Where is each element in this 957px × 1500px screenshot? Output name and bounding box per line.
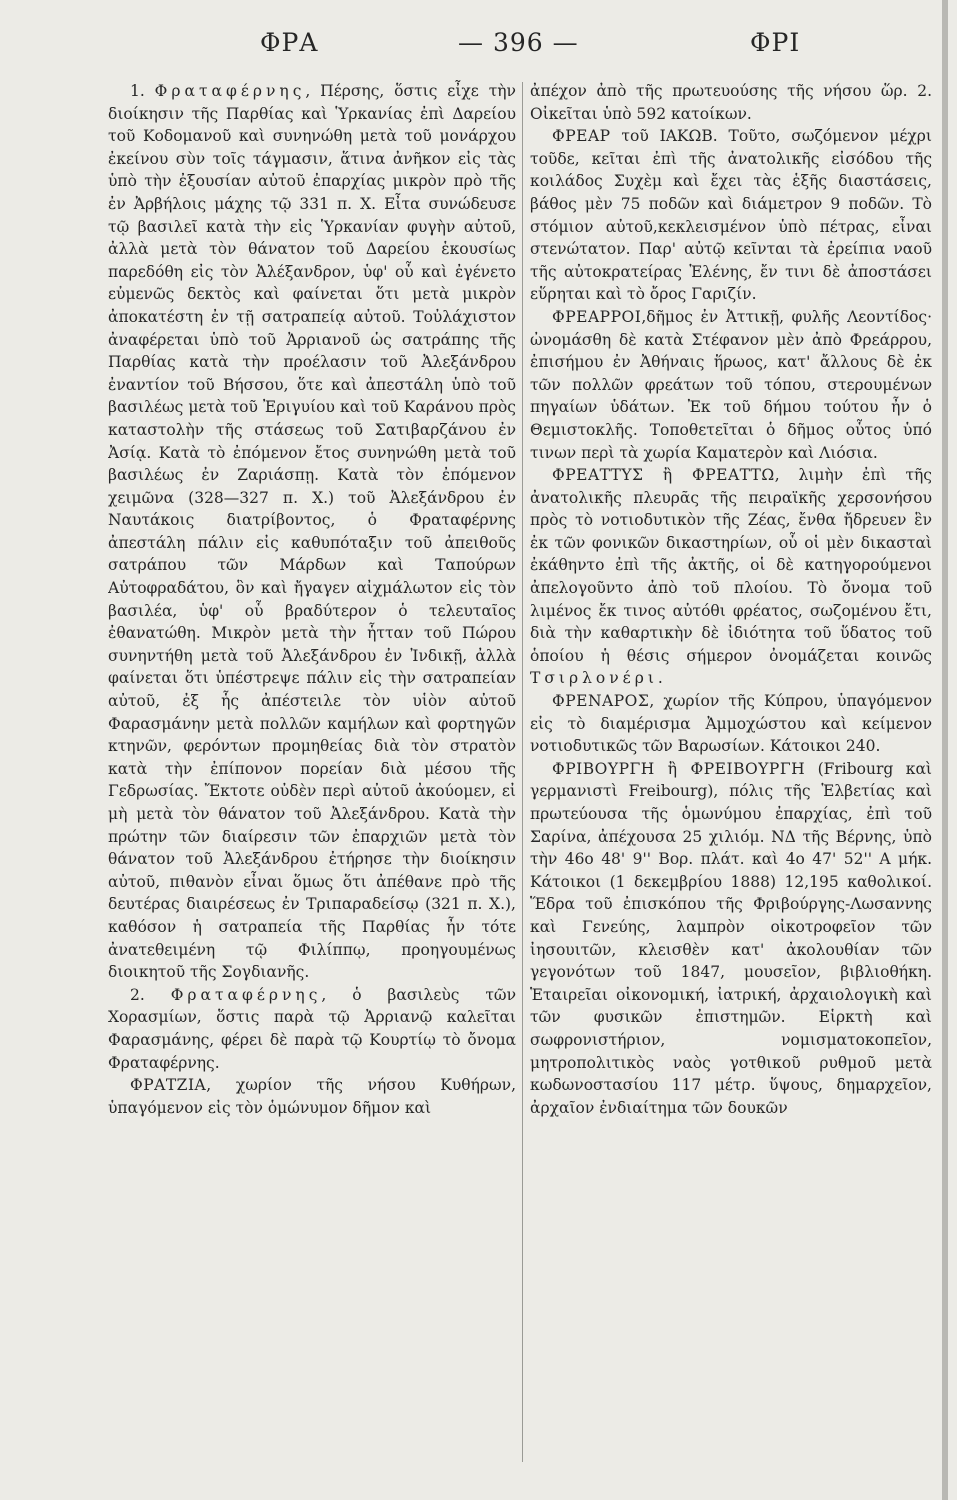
column-divider <box>522 82 523 1462</box>
entry-number: 1. <box>130 82 145 100</box>
entry-fribourg <box>530 758 932 1120</box>
entry-text: , χωρίον τῆς νήσου Κυθήρων, ὑπαγόμενον εἰς τὸν ὁμώνυμον δῆμον καὶ <box>108 1076 516 1117</box>
entry-headword: ΦΡΕΑΡΡΟΙ <box>552 307 642 326</box>
entry-headword: ΦΡΑΤΖΙΑ <box>130 1076 207 1095</box>
entry-frenaros <box>530 690 932 758</box>
entry-frear <box>530 125 932 306</box>
right-running-head: ΦΡΙ <box>750 28 801 57</box>
entry-headword: ΦΡΙΒΟΥΡΓΗ ἢ ΦΡΕΙΒΟΥΡΓΗ <box>552 759 806 778</box>
entry-number: 2. <box>130 985 145 1004</box>
page-header <box>100 28 900 64</box>
right-column <box>530 80 932 1495</box>
entry-headword: ΦΡΕΑΡ <box>552 127 611 146</box>
entry-headword: Φραταφέρνης <box>154 82 306 100</box>
entry-frearroi <box>530 306 932 464</box>
entry-freattys <box>530 464 932 690</box>
entry-text: , ὁ βασιλεὺς τῶν Χορασμίων, ὅστις παρὰ τῷ Ἀρριανῷ καλεῖται Φαρασμάνης, φέρει δὲ παρὰ τῷ Κουρτίῳ τὸ ὄνομα Φραταφέρνης. <box>108 985 516 1072</box>
entry-phrataphernes-2 <box>108 984 516 1074</box>
entry-phratzia <box>108 1074 516 1119</box>
page-number: — 396 — <box>458 28 579 57</box>
entry-headword: ΦΡΕΑΤΤΥΣ ἢ ΦΡΕΑΤΤΩ <box>552 466 775 485</box>
entry-continuation: ἀπέχον ἀπὸ τῆς πρωτευούσης τῆς νήσου ὥρ. 2. Οἰκεῖται ὑπὸ 592 κατοίκων. <box>530 82 932 123</box>
entry-text: , χωρίον τῆς Κύπρου, ὑπαγόμενον εἰς τὸ διαμέρισμα Ἀμμοχώστου καὶ κείμενον νοτιοδυτικῶς τῶν Βαρωσίων. Κάτοικοι 240. <box>530 692 932 756</box>
entry-headword: Φραταφέρνης <box>170 985 322 1004</box>
left-running-head: ΦΡΑ <box>260 28 319 57</box>
entry-text: (Fribourg καὶ γερμανιστὶ Freibourg), πόλις τῆς Ἑλβετίας καὶ πρωτεύουσα τῆς ὁμωνύμου ἐπαρχίας, ἐπὶ τοῦ Σαρίνα, ἀπέχουσα 25 χιλιόμ. ΝΔ τῆς Βέρνης, ὑπὸ τὴν 46ο 48' 9'' Βορ. πλάτ. καὶ 4ο 47' 52'' Α μήκ. Κάτοικοι (1 δεκεμβρίου 1888) 12,195 καθολικοί. Ἕδρα τοῦ ἐπισκόπου τῆς Φριβούργης-Λωσαννης καὶ Γενεύης, λαμπρὸν οἰκοτροφεῖον τῶν ἰησουιτῶν, κλεισθὲν κατ' ἀκολουθίαν τῶν γεγονότων τοῦ 1847, μουσεῖον, βιβλιοθήκη. Ἑταιρεῖαι οἰκονομική, ἰατρική, ἀρχαιολογικὴ καὶ τῶν φυσικῶν ἐπιστημῶν. Εἱρκτὴ καὶ σωφρονιστήριον, νομισματοκοπεῖον, μητροπολιτικὸς ναὸς γοτθικοῦ ρυθμοῦ μετὰ κωδωνοστασίου 117 μέτρ. ὕψους, δημαρχεῖον, ἀρχαῖον ἐνδιαίτημα τῶν δουκῶν <box>530 759 932 1117</box>
entry-headword: ΦΡΕΝΑΡΟΣ <box>552 692 650 711</box>
entry-text: , Πέρσης, ὅστις εἶχε τὴν διοίκησιν τῆς Παρθίας καὶ Ὑρκανίας ἐπὶ Δαρείου τοῦ Κοδομανοῦ καὶ συνηνώθη μετὰ τοῦ μονάρχου ἐκείνου σὺν τοῖς τάγμασιν, ἅτινα ἀνῆκον εἰς τὰς ὑπὸ τὴν ἐξουσίαν αὐτοῦ ἐπαρχίας μικρὸν πρὸ τῆς ἐν Ἀρβήλοις μάχης τῷ 331 π. Χ. Εἶτα συνώδευσε τῷ βασιλεῖ κατὰ τὴν εἰς Ὑρκανίαν φυγὴν αὐτοῦ, ἀλλὰ μετὰ τὸν θάνατον τοῦ Δαρείου ἑκουσίως παρεδόθη εἰς τὸν Ἀλέξανδρον, ὑφ' οὗ καὶ ἐγένετο εὐμενῶς δεκτὸς καὶ φαίνεται ὅτι μετὰ μικρὸν ἀποκατέστη ἐν τῇ σατραπείᾳ αὐτοῦ. Τοὐλάχιστον ἀναφέρεται ὑπὸ τοῦ Ἀρριανοῦ ὡς σατράπης τῆς Παρθίας κατὰ τὴν πρoέλασιν τοῦ Ἀλεξάνδρου ἐναντίον τοῦ Βήσσου, ὅτε καὶ ἀπεστάλη ὑπὸ τοῦ βασιλέως μετὰ τοῦ Ἐριγυίου καὶ τοῦ Καράνου πρὸς καταστολὴν τῆς στάσεως τοῦ Σατιβαρζάνου ἐν Ἀσίᾳ. Κατὰ τὸ ἐπόμενον ἔτος συνηνώθη μετὰ τοῦ βασιλέως ἐν Ζαριάσπῃ. Κατὰ τὸν ἐπόμενον χειμῶνα (328—327 π. Χ.) τοῦ Ἀλεξάνδρου ἐν Ναυτάκοις διατρίβοντος, ὁ Φραταφέρνης ἀπεστάλη πάλιν εἰς καθυπόταξιν τοῦ ἀπειθοῦς σατράπου τῶν Μάρδων καὶ Ταπούρων Αὐτοφραδάτου, ὃν καὶ ἤγαγεν αἰχμάλωτον εἰς τὸν βασιλέα, ὑφ' οὗ βραδύτερον ὁ τελευταῖος ἐθανατώθη. Μικρὸν μετὰ τὴν ἧτταν τοῦ Πώρου συνηντήθη μετὰ τοῦ Ἀλεξάνδρου ἐν Ἰνδικῇ, ἀλλὰ φαίνεται ὅτι ὑπέστρεψε πάλιν εἰς τὴν σατραπείαν αὐτοῦ, ἐξ ἧς ἀπέστειλε τὸν υἱὸν αὐτοῦ Φαρασμάνην μετὰ πολλῶν καμήλων καὶ φορτηγῶν κτηνῶν, φερόντων προμηθείας διὰ τὸν στρατὸν κατὰ τὴν ἐπίπονον πορείαν διὰ μέσου τῆς Γεδρωσίας. Ἔκτοτε οὐδὲν περὶ αὐτοῦ ἀκούομεν, εἰ μὴ μετὰ τὸν θάνατον τοῦ Ἀλεξάνδρου. Κατὰ τὴν πρώτην τῶν διαίρεσιν τῶν ἐπαρχιῶν μετὰ τὸν θάνατον τοῦ Ἀλεξάνδρου ἐτήρησε τὴν διοίκησιν αὐτοῦ, πιθανὸν εἶναι ὅμως ὅτι ἀπέθανε πρὸ τῆς δευτέρας διαιρέσεως ἐν Τριπαραδείσῳ (321 π. Χ.), καθόσον ἡ σατραπεία τῆς Παρθίας ἦν τότε ἀνατεθειμένη τῷ Φιλίππῳ, προηγουμένως διοικητοῦ τῆς Σογδιανῆς. <box>108 82 516 982</box>
entry-text: , λιμὴν ἐπὶ τῆς ἀνατολικῆς πλευρᾶς τῆς πειραϊκῆς χερσονήσου πρὸς τὸ νοτιοδυτικὸν τῆς Ζέας, ἔνθα ἤδρευεν ἓν ἐκ τῶν φονικῶν δικαστηρίων, οὗ οἱ μὲν δικασταὶ ἐκάθηντο ἐπὶ τῆς ἀκτῆς, οἱ δὲ κατηγορούμενοι ἀπελογοῦντο ἀπὸ τοῦ πλοίου. Τὸ ὄνομα τοῦ λιμένος ἔκ τινος αὐτόθι φρέατος, σωζομένου ἔτι, διὰ τὴν καθαρτικὴν δὲ ἰδιότητα τοῦ ὕδατος τοῦ ὁποίου ἡ θέσις σήμερον ὀνομάζεται κοινῶς <box>530 466 932 665</box>
spaced-term: Τσιρλονέρι <box>530 669 658 688</box>
entry-text: τοῦ ΙΑΚΩΒ. Τοῦτο, σωζόμενον μέχρι τοῦδε, κεῖται ἐπὶ τῆς ἀνατολικῆς εἰσόδου τῆς κοιλάδος Συχὲμ καὶ ἔχει τὰς ἑξῆς διαστάσεις, βάθος μὲν 75 ποδῶν καὶ διάμετρον 9 ποδῶν. Τὸ στόμιον αὐτοῦ,κεκλεισμένον ὑπὸ πέτρας, εἶναι στενώτατον. Παρ' αὐτῷ κεῖνται τὰ ἐρείπια ναοῦ τῆς αὐτοκρατείρας Ἑλένης, ἔν τινι δὲ ἀποστάσει εὕρηται καὶ τὸ ὄρος Γαριζίν. <box>530 127 932 304</box>
entry-phrataphernes-1 <box>108 80 516 984</box>
entry-text-end: . <box>657 669 663 688</box>
page-edge-shadow <box>942 0 948 1500</box>
left-column <box>108 80 516 1495</box>
entry-text: ,δῆμος ἐν Ἀττικῇ, φυλῆς Λεοντίδος· ὠνομάσθη δὲ κατὰ Στέφανον μὲν ἀπὸ Φρεάρρου, ἐπισήμου ἐν Ἀθήναις ἥρωος, κατ' ἄλλους δὲ ἐκ τῶν πολλῶν φρεάτων τοῦ τόπου, στερουμένων πηγαίων ὑδάτων. Ἐκ τοῦ δήμου τούτου ἦν ὁ Θεμιστοκλῆς. Τοποθετεῖται ὁ δῆμος οὗτος ὑπό τινων περὶ τὰ χωρία Καματερὸν καὶ Λιόσια. <box>530 307 932 462</box>
